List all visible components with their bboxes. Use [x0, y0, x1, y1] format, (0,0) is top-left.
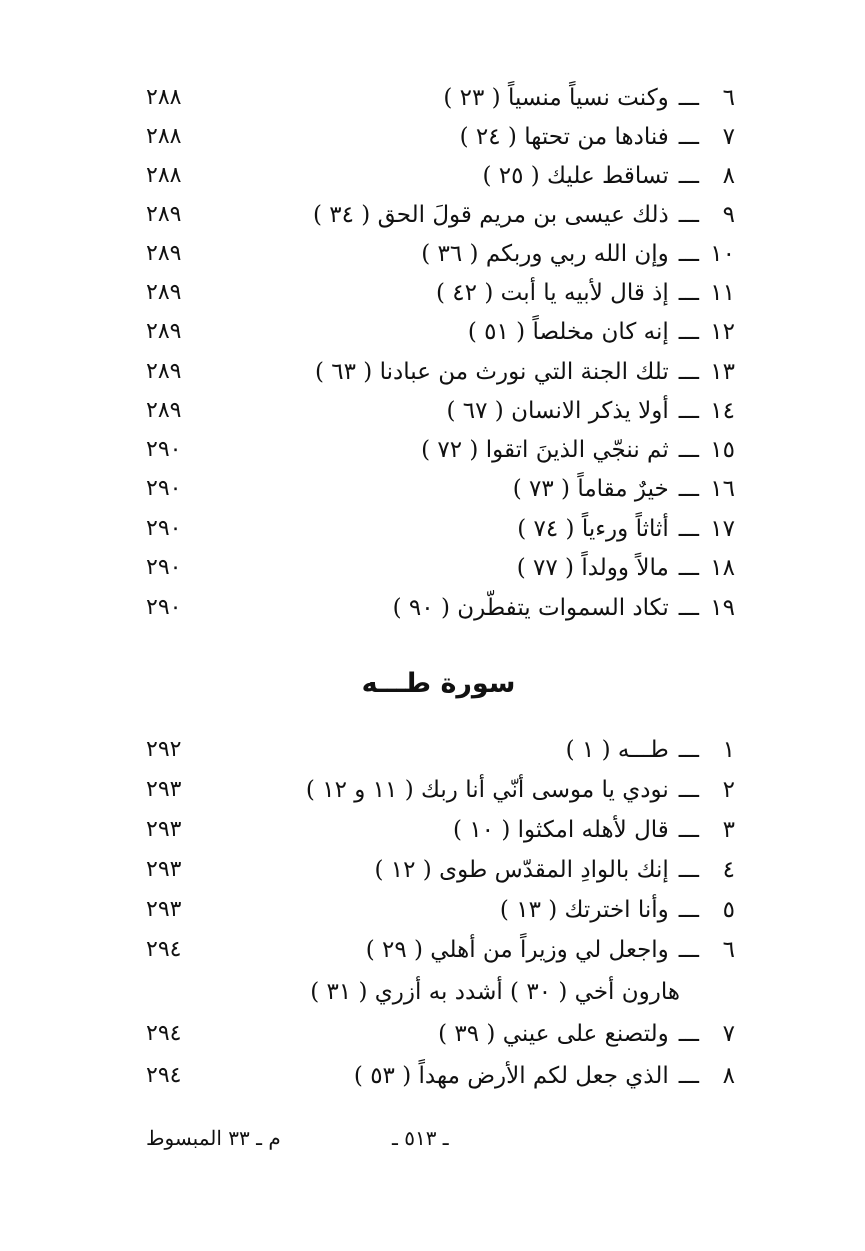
entry-text: ٤ـــإنك بالوادِ المقدّس طوى ( ١٢ )	[374, 857, 735, 883]
page-reference: ٢٨٩	[146, 359, 182, 384]
page-number: ـ ٥١٣ ـ	[392, 1126, 449, 1150]
list-item	[0, 1056, 865, 1096]
list-item	[0, 850, 865, 890]
list-item	[0, 234, 865, 274]
entry-text: ١٦ـــخيرٌ مقاماً ( ٧٣ )	[512, 476, 735, 502]
list-item	[0, 770, 865, 810]
page-reference: ٢٨٩	[146, 202, 182, 227]
page-reference: ٢٨٨	[146, 163, 182, 188]
printer-signature: م ـ ٣٣ المبسوط	[146, 1126, 281, 1150]
page-reference: ٢٩٤	[146, 937, 182, 962]
entry-text: ١٤ـــأولا يذكر الانسان ( ٦٧ )	[446, 398, 735, 424]
list-item	[0, 588, 865, 628]
page-reference: ٢٩٣	[146, 857, 182, 882]
list-item	[0, 195, 865, 235]
entry-text: ١٧ـــأثاثاً ورءياً ( ٧٤ )	[517, 516, 735, 542]
list-item	[0, 469, 865, 509]
list-item	[0, 930, 865, 970]
page-reference: ٢٩٤	[146, 1021, 182, 1046]
entry-text: ١٢ـــإنه كان مخلصاً ( ٥١ )	[467, 319, 735, 345]
page-reference: ٢٩٠	[146, 555, 182, 580]
list-item-continuation	[0, 972, 865, 1012]
entry-text: ٧ـــولتصنع على عيني ( ٣٩ )	[438, 1021, 735, 1047]
entry-text: ٨ـــتساقط عليك ( ٢٥ )	[482, 163, 735, 189]
list-item	[0, 430, 865, 470]
entry-text: ٦ـــوكنت نسياً منسياً ( ٢٣ )	[443, 85, 735, 111]
entry-text: ١١ـــإذ قال لأبيه يا أبت ( ٤٢ )	[436, 280, 735, 306]
page-reference: ٢٩٠	[146, 516, 182, 541]
page-reference: ٢٨٩	[146, 319, 182, 344]
page-reference: ٢٩٣	[146, 817, 182, 842]
page-reference: ٢٨٨	[146, 124, 182, 149]
list-item	[0, 509, 865, 549]
page-reference: ٢٨٩	[146, 241, 182, 266]
list-item	[0, 312, 865, 352]
entry-text: ٨ـــالذي جعل لكم الأرض مهداً ( ٥٣ )	[353, 1063, 735, 1089]
list-item	[0, 156, 865, 196]
page-reference: ٢٨٩	[146, 398, 182, 423]
page-reference: ٢٩٠	[146, 437, 182, 462]
list-item	[0, 391, 865, 431]
page-reference: ٢٨٩	[146, 280, 182, 305]
entry-text: ٩ـــذلك عيسى بن مريم قولَ الحق ( ٣٤ )	[312, 202, 735, 228]
list-item	[0, 890, 865, 930]
page-reference: ٢٩٤	[146, 1063, 182, 1088]
entry-text: ٣ـــقال لأهله امكثوا ( ١٠ )	[453, 817, 735, 843]
entry-text: ١٣ـــتلك الجنة التي نورث من عبادنا ( ٦٣ )	[314, 359, 735, 385]
entry-text: ١٨ـــمالاً وولداً ( ٧٧ )	[516, 555, 735, 581]
page-reference: ٢٩٣	[146, 777, 182, 802]
page-reference: ٢٩٣	[146, 897, 182, 922]
entry-text: ١٥ـــثم ننجّي الذينَ اتقوا ( ٧٢ )	[421, 437, 735, 463]
list-item	[0, 1014, 865, 1054]
page-reference: ٢٩٠	[146, 476, 182, 501]
page-reference: ٢٨٨	[146, 85, 182, 110]
page-reference: ٢٩٠	[146, 595, 182, 620]
list-item	[0, 548, 865, 588]
page-reference: ٢٩٢	[146, 737, 182, 762]
entry-continuation-text: هارون أخي ( ٣٠ ) أشدد به أزري ( ٣١ )	[310, 979, 680, 1005]
entry-text: ٢ـــنودي يا موسى أنّي أنا ربك ( ١١ و ١٢ )	[305, 777, 735, 803]
entry-text: ١٠ـــوإن الله ربي وربكم ( ٣٦ )	[421, 241, 735, 267]
list-item	[0, 730, 865, 770]
section-heading: سورة طـــه	[361, 668, 516, 699]
list-item	[0, 78, 865, 118]
list-item	[0, 810, 865, 850]
list-item	[0, 117, 865, 157]
entry-text: ١ـــطـــه ( ١ )	[565, 737, 735, 763]
entry-text: ٧ـــفنادها من تحتها ( ٢٤ )	[459, 124, 735, 150]
entry-text: ٥ـــوأنا اخترتك ( ١٣ )	[499, 897, 735, 923]
list-item	[0, 352, 865, 392]
entry-text: ٦ـــواجعل لي وزيراً من أهلي ( ٢٩ )	[365, 937, 735, 963]
list-item	[0, 273, 865, 313]
entry-text: ١٩ـــتكاد السموات يتفطّرن ( ٩٠ )	[392, 595, 735, 621]
